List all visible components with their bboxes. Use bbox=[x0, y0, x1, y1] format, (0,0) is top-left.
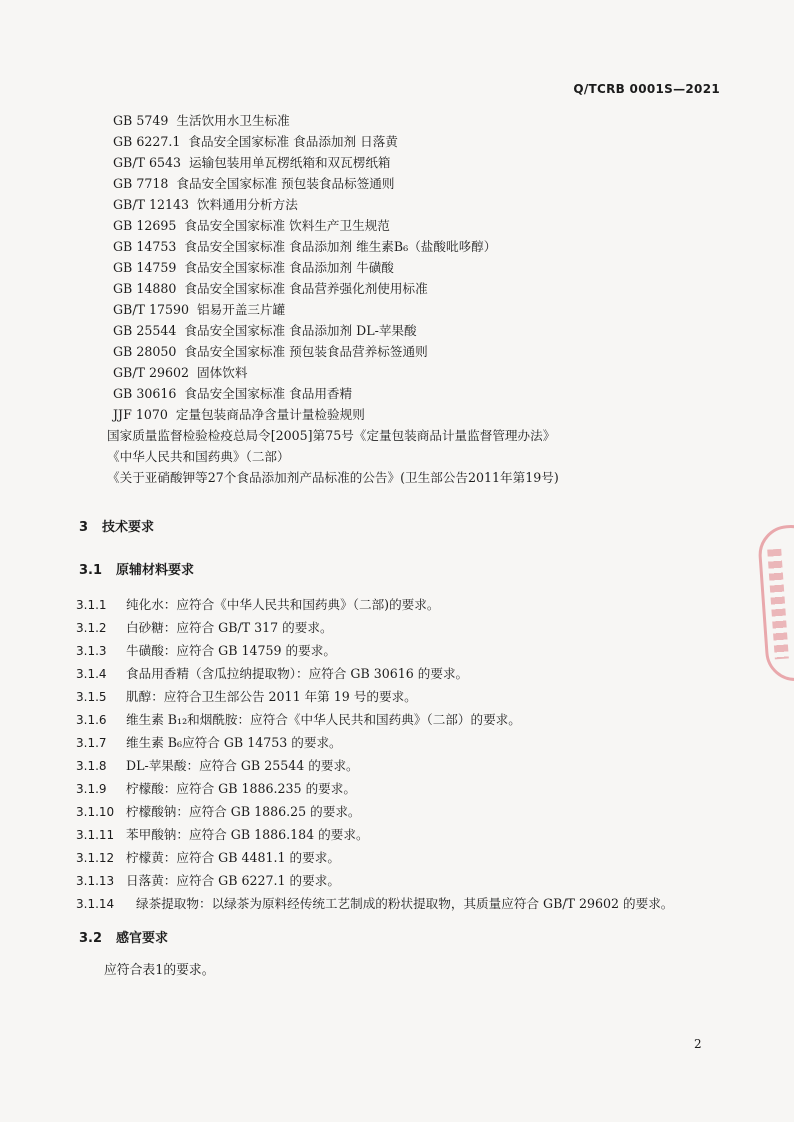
reference-title: 食品安全国家标准 食品添加剂 维生素B₆（盐酸吡哆醇） bbox=[184, 239, 497, 254]
reference-code: GB 25544 bbox=[113, 323, 177, 338]
requirement-number: 3.1.1 bbox=[76, 598, 107, 612]
requirement-text: 食品用香精（含瓜拉纳提取物）：应符合 GB 30616 的要求。 bbox=[126, 666, 469, 681]
requirement-number: 3.1.8 bbox=[76, 759, 107, 773]
section-title: 技术要求 bbox=[102, 520, 155, 535]
reference-title: 铝易开盖三片罐 bbox=[197, 302, 286, 317]
reference-line bbox=[113, 320, 559, 341]
normative-references-list bbox=[107, 110, 559, 488]
requirement-text: 柠檬酸钠：应符合 GB 1886.25 的要求。 bbox=[126, 804, 361, 819]
section-number: 3.1 bbox=[79, 563, 103, 578]
reference-line bbox=[113, 257, 559, 278]
reference-line bbox=[113, 194, 559, 215]
requirement-item bbox=[76, 823, 369, 846]
requirement-item bbox=[76, 869, 340, 892]
section-heading-technical-requirements bbox=[79, 516, 154, 535]
reference-line bbox=[113, 236, 559, 257]
reference-title: 食品安全国家标准 预包装食品标签通则 bbox=[176, 176, 395, 191]
reference-line bbox=[113, 362, 559, 383]
reference-line bbox=[113, 131, 559, 152]
requirement-text: 维生素 B₆应符合 GB 14753 的要求。 bbox=[126, 735, 342, 750]
reference-line bbox=[113, 173, 559, 194]
reference-code: GB 14759 bbox=[113, 260, 177, 275]
requirement-number: 3.1.11 bbox=[76, 828, 115, 842]
requirement-text: 苯甲酸钠：应符合 GB 1886.184 的要求。 bbox=[126, 827, 369, 842]
requirement-number: 3.1.9 bbox=[76, 782, 107, 796]
requirement-number: 3.1.3 bbox=[76, 644, 107, 658]
requirement-item bbox=[76, 639, 336, 662]
requirement-text: 肌醇：应符合卫生部公告 2011 年第 19 号的要求。 bbox=[126, 689, 417, 704]
reference-title: 食品安全国家标准 食品添加剂 DL-苹果酸 bbox=[184, 323, 417, 338]
gazette-reference: 《中华人民共和国药典》（二部） bbox=[107, 449, 290, 464]
reference-code: GB/T 6543 bbox=[113, 155, 182, 170]
reference-code: GB 30616 bbox=[113, 386, 177, 401]
requirement-number: 3.1.6 bbox=[76, 713, 107, 727]
requirement-item bbox=[76, 685, 417, 708]
official-seal-stamp bbox=[757, 523, 794, 683]
requirement-text: 日落黄：应符合 GB 6227.1 的要求。 bbox=[126, 873, 340, 888]
requirement-text: 纯化水：应符合《中华人民共和国药典》（二部)的要求。 bbox=[126, 597, 440, 612]
requirement-item bbox=[76, 892, 673, 915]
requirement-item bbox=[76, 800, 361, 823]
reference-line bbox=[113, 278, 559, 299]
requirement-number: 3.1.5 bbox=[76, 690, 107, 704]
section-heading-raw-materials bbox=[79, 559, 194, 578]
requirement-number: 3.1.13 bbox=[76, 874, 115, 888]
reference-title: 食品安全国家标准 食品用香精 bbox=[184, 386, 353, 401]
gazette-reference: 国家质量监督检验检疫总局令[2005]第75号《定量包装商品计量监督管理办法》 bbox=[107, 428, 556, 443]
requirement-item bbox=[76, 593, 439, 616]
requirement-item bbox=[76, 731, 342, 754]
requirement-item bbox=[76, 846, 340, 869]
reference-title: 食品安全国家标准 饮料生产卫生规范 bbox=[184, 218, 390, 233]
reference-code: GB 28050 bbox=[113, 344, 177, 359]
reference-line bbox=[113, 341, 559, 362]
requirement-number: 3.1.10 bbox=[76, 805, 115, 819]
reference-title: 食品安全国家标准 预包装食品营养标签通则 bbox=[184, 344, 428, 359]
requirement-text: DL-苹果酸：应符合 GB 25544 的要求。 bbox=[126, 758, 359, 773]
reference-title: 定量包装商品净含量计量检验规则 bbox=[175, 407, 365, 422]
requirement-number: 3.1.2 bbox=[76, 621, 107, 635]
reference-code: GB 14880 bbox=[113, 281, 177, 296]
reference-line bbox=[113, 404, 559, 425]
reference-title: 饮料通用分析方法 bbox=[197, 197, 298, 212]
reference-line bbox=[113, 299, 559, 320]
section-number: 3 bbox=[79, 520, 89, 535]
requirement-text: 维生素 B₁₂和烟酰胺：应符合《中华人民共和国药典》（二部）的要求。 bbox=[126, 712, 521, 727]
reference-code: GB 7718 bbox=[113, 176, 169, 191]
reference-title: 食品安全国家标准 食品添加剂 日落黄 bbox=[188, 134, 398, 149]
sensory-requirement-text: 应符合表1的要求。 bbox=[104, 963, 215, 978]
reference-code: GB/T 17590 bbox=[113, 302, 190, 317]
reference-code: JJF 1070 bbox=[113, 407, 168, 422]
requirement-number: 3.1.7 bbox=[76, 736, 107, 750]
reference-code: GB/T 29602 bbox=[113, 365, 190, 380]
requirement-text: 牛磺酸：应符合 GB 14759 的要求。 bbox=[126, 643, 336, 658]
reference-title: 生活饮用水卫生标准 bbox=[176, 113, 290, 128]
section-title: 感官要求 bbox=[116, 931, 169, 946]
reference-code: GB 12695 bbox=[113, 218, 177, 233]
gazette-reference: 《关于亚硝酸钾等27个食品添加剂产品标准的公告》(卫生部公告2011年第19号) bbox=[107, 470, 559, 485]
document-code-header: Q/TCRB 0001S—2021 bbox=[573, 82, 720, 96]
requirement-text: 柠檬黄：应符合 GB 4481.1 的要求。 bbox=[126, 850, 340, 865]
page-number: 2 bbox=[694, 1037, 702, 1051]
reference-title: 食品安全国家标准 食品营养强化剂使用标准 bbox=[184, 281, 428, 296]
reference-code: GB 6227.1 bbox=[113, 134, 181, 149]
reference-line bbox=[113, 383, 559, 404]
requirement-item bbox=[76, 708, 521, 731]
seal-pattern bbox=[767, 549, 789, 660]
requirement-number: 3.1.12 bbox=[76, 851, 115, 865]
requirement-item bbox=[76, 616, 333, 639]
reference-title: 固体饮料 bbox=[197, 365, 248, 380]
requirement-item bbox=[76, 754, 359, 777]
reference-line bbox=[113, 152, 559, 173]
reference-code: GB 14753 bbox=[113, 239, 177, 254]
requirement-item bbox=[76, 777, 356, 800]
section-number: 3.2 bbox=[79, 931, 103, 946]
requirement-item bbox=[76, 662, 468, 685]
requirement-number: 3.1.4 bbox=[76, 667, 107, 681]
section-heading-sensory bbox=[79, 927, 168, 946]
requirement-number: 3.1.14 bbox=[76, 897, 115, 911]
reference-title: 运输包装用单瓦楞纸箱和双瓦楞纸箱 bbox=[189, 155, 391, 170]
requirement-text: 绿茶提取物：以绿茶为原料经传统工艺制成的粉状提取物，其质量应符合 GB/T 29602 的要求。 bbox=[136, 896, 674, 911]
reference-line bbox=[113, 215, 559, 236]
reference-line bbox=[113, 110, 559, 131]
reference-title: 食品安全国家标准 食品添加剂 牛磺酸 bbox=[184, 260, 394, 275]
section-title: 原辅材料要求 bbox=[116, 563, 195, 578]
reference-code: GB 5749 bbox=[113, 113, 169, 128]
reference-code: GB/T 12143 bbox=[113, 197, 190, 212]
requirement-text: 柠檬酸：应符合 GB 1886.235 的要求。 bbox=[126, 781, 356, 796]
requirement-text: 白砂糖：应符合 GB/T 317 的要求。 bbox=[126, 620, 333, 635]
